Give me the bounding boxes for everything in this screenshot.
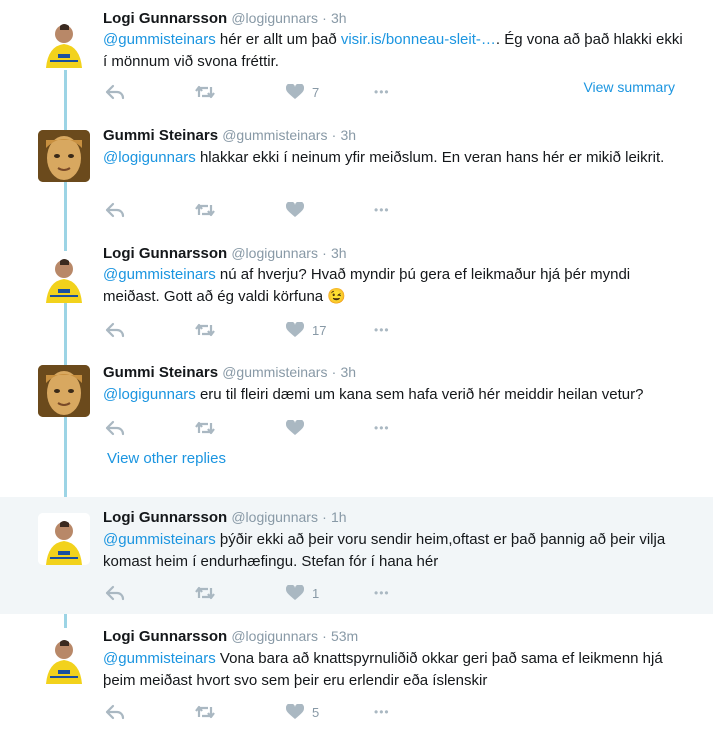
- reply-button[interactable]: [105, 582, 125, 604]
- retweet-button[interactable]: [194, 81, 216, 103]
- mention-link[interactable]: @gummisteinars: [103, 531, 216, 548]
- more-icon: •••: [374, 85, 390, 99]
- timestamp[interactable]: 3h: [340, 127, 357, 143]
- tweet-actions: [103, 81, 403, 103]
- timestamp[interactable]: 1h: [330, 509, 347, 525]
- tweet-actions: [103, 417, 403, 439]
- tweet[interactable]: [0, 235, 713, 350]
- view-summary-link[interactable]: View summary: [583, 79, 675, 95]
- retweet-icon: [194, 704, 216, 720]
- tweet-text: @gummisteinars hér er allt um það visir.is/bonneau-sleit-…. Ég vona að það hlakki ekki í mönnum við svona fréttir.: [103, 31, 683, 70]
- display-name[interactable]: Gummi Steinars: [103, 364, 219, 381]
- more-icon: •••: [374, 586, 390, 600]
- retweet-icon: [194, 84, 216, 100]
- reply-icon: [105, 420, 125, 436]
- tweet-actions: [103, 319, 403, 341]
- tweet[interactable]: [0, 120, 713, 230]
- tweet-actions: [103, 582, 403, 604]
- heart-icon: [286, 704, 304, 720]
- avatar[interactable]: [38, 365, 90, 417]
- tweet-actions: [103, 199, 403, 221]
- view-other-replies-link[interactable]: View other replies: [107, 450, 226, 467]
- url-link[interactable]: visir.is/bonneau-sleit-…: [340, 31, 496, 48]
- reply-button[interactable]: [105, 199, 125, 221]
- mention-link[interactable]: @gummisteinars: [103, 266, 216, 283]
- like-count: 17: [312, 322, 327, 338]
- display-name[interactable]: Logi Gunnarsson: [103, 245, 228, 262]
- reply-icon: [105, 84, 125, 100]
- mention-link[interactable]: @gummisteinars: [103, 31, 216, 48]
- tweet[interactable]: [0, 614, 713, 730]
- avatar[interactable]: [38, 513, 90, 565]
- heart-icon: [286, 202, 304, 218]
- like-count: 7: [312, 84, 320, 100]
- display-name[interactable]: Logi Gunnarsson: [103, 509, 228, 526]
- more-icon: •••: [374, 323, 390, 337]
- mention-link[interactable]: @gummisteinars: [103, 650, 216, 667]
- avatar[interactable]: [38, 16, 90, 68]
- tweet-header: [103, 127, 356, 144]
- like-button[interactable]: [286, 199, 312, 221]
- tweet-header: [103, 10, 347, 27]
- username[interactable]: @logigunnars: [231, 628, 318, 644]
- heart-icon: [286, 585, 304, 601]
- tweet-text: @logigunnars hlakkar ekki í neinum yfir meiðslum. En veran hans hér er mikið leikrit.: [103, 149, 665, 166]
- wink-emoji: 😉: [327, 288, 346, 305]
- like-button[interactable]: [286, 417, 312, 439]
- more-button[interactable]: [374, 701, 390, 723]
- mention-link[interactable]: @logigunnars: [103, 149, 196, 166]
- display-name[interactable]: Logi Gunnarsson: [103, 628, 228, 645]
- retweet-button[interactable]: [194, 701, 216, 723]
- username[interactable]: @gummisteinars: [222, 127, 328, 143]
- reply-icon: [105, 322, 125, 338]
- tweet-text: @gummisteinars Vona bara að knattspyrnuliðið okkar geri það sama ef leikmenn hjá þeim meiðast hvort svo sem þeir eru erlendir eða íslenskir: [103, 650, 663, 689]
- timestamp[interactable]: 3h: [340, 364, 357, 380]
- reply-button[interactable]: [105, 701, 125, 723]
- retweet-button[interactable]: [194, 417, 216, 439]
- tweet-text: @gummisteinars nú af hverju? Hvað myndir þú gera ef leikmaður hjá þér myndi meiðast. Gott að ég valdi körfuna 😉: [103, 266, 631, 305]
- mention-link[interactable]: @logigunnars: [103, 386, 196, 403]
- like-count: 1: [312, 585, 320, 601]
- display-name[interactable]: Logi Gunnarsson: [103, 10, 228, 27]
- username[interactable]: @logigunnars: [231, 245, 318, 261]
- tweet-header: [103, 628, 358, 645]
- separator: ·: [331, 127, 337, 143]
- tweet-actions: [103, 701, 403, 723]
- like-button[interactable]: [286, 701, 319, 723]
- more-button[interactable]: [374, 319, 390, 341]
- more-icon: •••: [374, 421, 390, 435]
- heart-icon: [286, 322, 304, 338]
- tweet[interactable]: [0, 497, 713, 614]
- retweet-icon: [194, 585, 216, 601]
- like-button[interactable]: [286, 319, 326, 341]
- reply-icon: [105, 202, 125, 218]
- retweet-button[interactable]: [194, 582, 216, 604]
- username[interactable]: @gummisteinars: [222, 364, 328, 380]
- retweet-icon: [194, 322, 216, 338]
- display-name[interactable]: Gummi Steinars: [103, 127, 219, 144]
- username[interactable]: @logigunnars: [231, 10, 318, 26]
- like-count: 5: [312, 704, 320, 720]
- tweet-header: [103, 245, 347, 262]
- tweet-text: @gummisteinars þýðir ekki að þeir voru sendir heim,oftast er það þannig að þeir vilja komast heim í endurhæfingu. Stefan fór í hana hér: [103, 531, 666, 570]
- heart-icon: [286, 84, 304, 100]
- reply-icon: [105, 585, 125, 601]
- separator: ·: [322, 10, 327, 26]
- separator: ·: [322, 245, 327, 261]
- retweet-icon: [194, 420, 216, 436]
- like-button[interactable]: [286, 582, 319, 604]
- reply-icon: [105, 704, 125, 720]
- avatar[interactable]: [38, 251, 90, 303]
- heart-icon: [286, 420, 304, 436]
- more-icon: •••: [374, 203, 390, 217]
- reply-button[interactable]: [105, 81, 125, 103]
- separator: ·: [322, 509, 327, 525]
- separator: ·: [322, 628, 327, 644]
- more-icon: •••: [374, 705, 390, 719]
- avatar[interactable]: [38, 632, 90, 684]
- tweet-header: [103, 509, 347, 526]
- more-button[interactable]: [374, 417, 390, 439]
- avatar[interactable]: [38, 130, 90, 182]
- timestamp[interactable]: 3h: [330, 245, 347, 261]
- separator: ·: [331, 364, 337, 380]
- more-button[interactable]: [374, 582, 390, 604]
- retweet-button[interactable]: [194, 199, 216, 221]
- more-button[interactable]: [374, 81, 390, 103]
- username[interactable]: @logigunnars: [231, 509, 318, 525]
- reply-button[interactable]: [105, 319, 125, 341]
- tweet[interactable]: [0, 0, 713, 120]
- reply-button[interactable]: [105, 417, 125, 439]
- retweet-icon: [194, 202, 216, 218]
- tweet-text: @logigunnars eru til fleiri dæmi um kana sem hafa verið hér meiddir heilan vetur?: [103, 386, 644, 403]
- like-button[interactable]: [286, 81, 319, 103]
- tweet-header: [103, 364, 356, 381]
- retweet-button[interactable]: [194, 319, 216, 341]
- timestamp[interactable]: 53m: [330, 628, 359, 644]
- more-button[interactable]: [374, 199, 390, 221]
- timestamp[interactable]: 3h: [330, 10, 347, 26]
